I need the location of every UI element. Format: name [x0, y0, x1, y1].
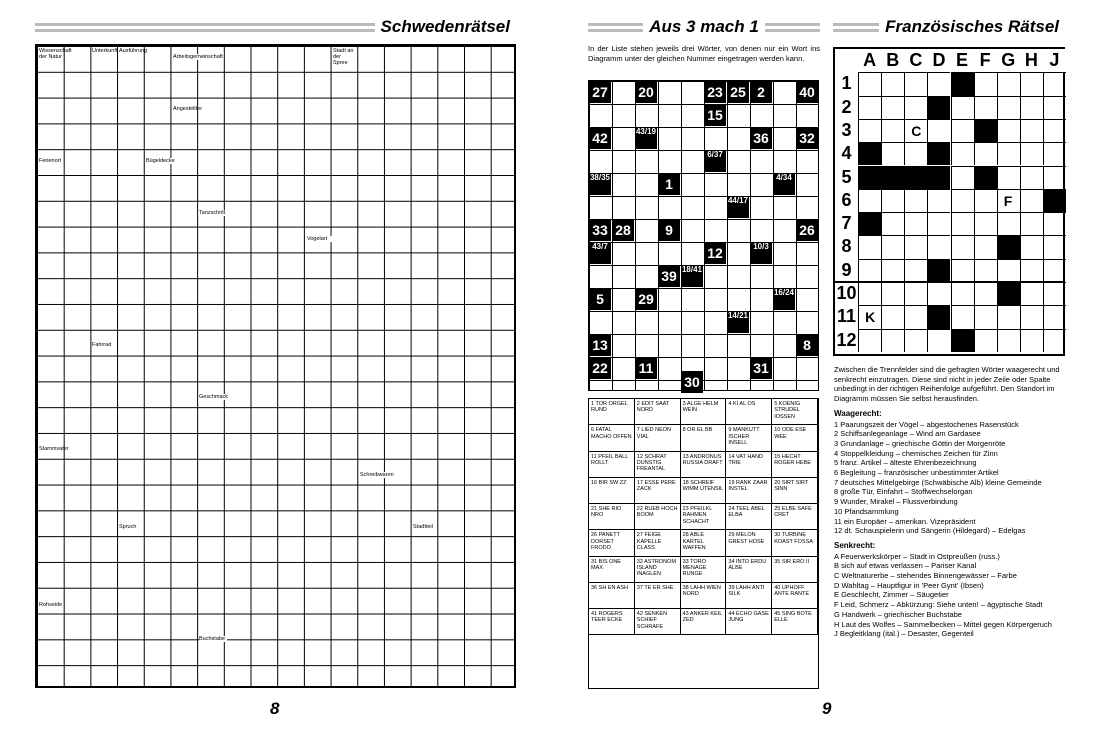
grid-cell [881, 329, 904, 352]
grid-cell [951, 282, 974, 305]
word-list-cell: 11 PFEIL BALL ROLLT [589, 452, 635, 478]
grid-cell [974, 189, 997, 212]
clue-cell: Rohseide [39, 602, 63, 608]
row-header: 8 [841, 236, 852, 257]
right-page-number: 9 [822, 699, 832, 718]
grid-number-cell: 26 [796, 219, 818, 241]
column-header: B [881, 49, 904, 72]
grid-number-cell: 42 [589, 127, 611, 149]
across-clue: 9 Wunder, Mirakel – Flussverbindung [834, 497, 958, 507]
grid-cell [858, 189, 881, 212]
grid-cell [997, 329, 1020, 352]
word-list-cell: 43 ANKER KEIL ZED [681, 609, 727, 635]
grid-number-cell: 12 [704, 242, 726, 264]
grid-cell [881, 235, 904, 258]
middle-title-bar [588, 16, 820, 38]
grid-number-cell: 9 [658, 219, 680, 241]
french-clues [834, 365, 1066, 639]
grid-cell [974, 259, 997, 282]
grid-number-cell: 18/41 [681, 265, 703, 287]
grid-cell [997, 305, 1020, 328]
grid-cell [997, 72, 1020, 95]
grid-cell [904, 235, 927, 258]
grid-cell [1043, 259, 1066, 282]
word-list-cell: 37 TE ER SHE [635, 583, 681, 609]
across-clue: 11 ein Europäer – amerikan. Vizepräsident [834, 516, 976, 526]
grid-cell [881, 142, 904, 165]
grid-cell [881, 72, 904, 95]
grid-number-cell: 2 [750, 81, 772, 103]
row-header: 9 [841, 259, 852, 280]
grid-cell [1043, 305, 1066, 328]
title-rule [833, 23, 879, 32]
clue-cell: Angestellter [173, 106, 203, 112]
clue-cell: Geschmack [199, 394, 229, 400]
black-divider-cell [1043, 189, 1066, 212]
grid-cell [1020, 142, 1043, 165]
grid-cell [1043, 142, 1066, 165]
grid-cell [927, 119, 950, 142]
clue-cell: Buchstabe [199, 636, 225, 642]
down-clue: E Geschlecht, Zimmer – Säugetier [834, 590, 949, 600]
french-puzzle-grid [833, 47, 1065, 356]
word-list-cell: 36 SH EN ASH [589, 583, 635, 609]
grid-cell [1043, 212, 1066, 235]
grid-number-cell: 39 [658, 265, 680, 287]
word-list-cell: 26 PANETT DORSET FRODO [589, 530, 635, 556]
row-header: 6 [841, 189, 852, 210]
grid-number-cell: 27 [589, 81, 611, 103]
across-clue: 2 Schiffsanlegeanlage – Wind am Gardasee [834, 429, 981, 439]
swedish-puzzle-grid [35, 44, 516, 688]
grid-cell [881, 259, 904, 282]
grid-cell [997, 166, 1020, 189]
word-list-cell: 35 SIR ERO II [772, 557, 818, 583]
grid-cell [904, 96, 927, 119]
grid-cell [858, 119, 881, 142]
word-list-cell: 42 SENKEN SCHIEF SCHRAFE [635, 609, 681, 635]
grid-number-cell: 38/35 [589, 173, 611, 195]
grid-number-cell: 1 [658, 173, 680, 195]
word-list-cell: 17 ESSE PERE ZACK [635, 478, 681, 504]
grid-number-cell: 43/7 [589, 242, 611, 264]
grid-number-cell: 30 [681, 371, 703, 393]
grid-cell [974, 142, 997, 165]
grid-number-cell: 23 [704, 81, 726, 103]
grid-number-cell: 6/37 [704, 150, 726, 172]
grid-number-cell: 44/17 [727, 196, 749, 218]
row-header: 11 [837, 306, 857, 327]
column-header: A [858, 49, 881, 72]
clue-cell: Wissenschaft der Natur [39, 48, 72, 60]
grid-cell [858, 259, 881, 282]
grid-cell [1043, 72, 1066, 95]
black-divider-cell [997, 282, 1020, 305]
clue-cell: Stammvater [39, 446, 69, 452]
black-divider-cell [951, 72, 974, 95]
across-clue: 8 große Tür, Einfahrt – Stoffwechselorgan [834, 487, 973, 497]
grid-cell [1020, 259, 1043, 282]
word-list-cell: 34 INTO ERDU ALBE [726, 557, 772, 583]
word-list-table [588, 398, 819, 689]
grid-cell [1043, 282, 1066, 305]
down-list [834, 552, 1066, 639]
word-list-cell: 45 SING BOTE ELLE [772, 609, 818, 635]
black-divider-cell [974, 119, 997, 142]
number-grid [588, 80, 819, 391]
given-letter: K [865, 309, 876, 326]
grid-cell [927, 189, 950, 212]
across-clue: 4 Stoppelkleidung – chemisches Zeichen für Zinn [834, 448, 998, 458]
word-list-cell: 3 ALGE HELM WEIN [681, 399, 727, 425]
grid-cell [997, 96, 1020, 119]
grid-corner-cell [835, 49, 858, 72]
word-list-cell: 10 ODE ESE WEE [772, 425, 818, 451]
clue-cell: Ausführung [119, 48, 148, 54]
black-divider-cell [951, 329, 974, 352]
french-intro: Zwischen die Trennfelder sind die gefragten Wörter waagerecht und senkrecht einzutragen. Diese sind nicht in jeder Zeile oder Spalte unbedingt in der richtigen Reihenfolge aufgeführt. Den Standort im Diagramm müssen Sie selbst herausfinden. [834, 365, 1060, 404]
word-list-cell: 13 ANDRONUS RUSSIA DRAFT [681, 452, 727, 478]
grid-cell [1043, 119, 1066, 142]
word-list-cell: 24 TEEL ABEL ELBA [726, 504, 772, 530]
black-divider-cell [927, 259, 950, 282]
across-clue: 12 dt. Schauspielerin und Sängerin (Hildegard) – Edelgas [834, 526, 1026, 536]
word-list-cell: 23 PFEILKL RAHMEN SCHACHT [681, 504, 727, 530]
word-list-cell: 5 KOENIG STRUDEL IOSSEN [772, 399, 818, 425]
grid-cell [1020, 329, 1043, 352]
grid-cell [858, 96, 881, 119]
grid-cell [1020, 282, 1043, 305]
grid-number-cell: 15 [704, 104, 726, 126]
grid-cell [951, 305, 974, 328]
grid-cell [858, 329, 881, 352]
grid-cell [1020, 96, 1043, 119]
down-clue: J Begleitklang (ital.) – Desaster, Gegenteil [834, 629, 974, 639]
right-page-title: Französisches Rätsel [885, 17, 1059, 36]
grid-cell [951, 142, 974, 165]
word-list-cell: 32 ASTRONOM ISLAND INAGLEN [635, 557, 681, 583]
across-clue: 10 Pfandsammlung [834, 506, 899, 516]
grid-cell [1043, 329, 1066, 352]
clue-cell: Stadtteil [413, 524, 437, 530]
grid-separator [835, 281, 1063, 283]
grid-cell [904, 142, 927, 165]
word-list-cell: 16 BIR SW ZZ [589, 478, 635, 504]
grid-cell [858, 282, 881, 305]
grid-cell [881, 282, 904, 305]
row-header: 2 [841, 96, 852, 117]
row-header: 4 [841, 143, 852, 164]
grid-cell [927, 212, 950, 235]
across-heading: Waagerecht: [834, 408, 882, 418]
grid-number-cell: 8 [796, 334, 818, 356]
clue-cell: Arbeitsgemeinschaft [173, 54, 223, 60]
grid-cell [904, 305, 927, 328]
column-header: J [1043, 49, 1066, 72]
grid-number-cell: 13 [589, 334, 611, 356]
black-divider-cell [927, 305, 950, 328]
grid-cell [951, 212, 974, 235]
down-clue: G Handwerk – griechischer Buchstabe [834, 609, 962, 619]
row-header: 5 [841, 166, 852, 187]
grid-cell [951, 96, 974, 119]
grid-cell [904, 72, 927, 95]
grid-number-cell: 16/24 [773, 288, 795, 310]
grid-number-cell: 36 [750, 127, 772, 149]
black-divider-cell [974, 166, 997, 189]
grid-number-cell: 43/19 [635, 127, 657, 149]
word-list-cell: 31 BIS ONE MAX [589, 557, 635, 583]
grid-cell [997, 119, 1020, 142]
across-clue: 1 Paarungszeit der Vögel – abgestochenes Rasenstück [834, 419, 1019, 429]
grid-cell [881, 305, 904, 328]
grid-cell [1043, 235, 1066, 258]
black-divider-cell [858, 142, 881, 165]
given-letter: C [911, 122, 922, 139]
across-clue: 6 Begleitung – französischer unbestimmter Artikel [834, 468, 999, 478]
grid-cell [858, 72, 881, 95]
grid-number-cell: 11 [635, 357, 657, 379]
grid-cell [997, 212, 1020, 235]
word-list-cell: 22 RUEB HOCH BOOM [635, 504, 681, 530]
word-list-cell: 40 UPHOFF ANTE RANTE [772, 583, 818, 609]
black-divider-cell [858, 212, 881, 235]
clue-cell: Vogelart [307, 236, 335, 242]
column-header: F [974, 49, 997, 72]
grid-cell [951, 235, 974, 258]
grid-cell [974, 235, 997, 258]
title-rule [35, 23, 375, 32]
word-list-cell: 15 HECHT ROGER HEBE [772, 452, 818, 478]
clue-cell: Stadt an der Spree [333, 48, 357, 66]
grid-number-cell: 25 [727, 81, 749, 103]
across-clue: 7 deutsches Mittelgebirge (Schwäbische Alb) kleine Gemeinde [834, 477, 1042, 487]
row-header: 1 [841, 73, 852, 94]
across-list [834, 420, 1066, 536]
grid-number-cell: 20 [635, 81, 657, 103]
row-header: 7 [841, 213, 852, 234]
down-heading: Senkrecht: [834, 540, 876, 550]
row-header: 10 [836, 283, 857, 303]
grid-cell [1020, 212, 1043, 235]
grid-cell [1043, 166, 1066, 189]
grid-cell [904, 189, 927, 212]
middle-intro: In der Liste stehen jeweils drei Wörter, von denen nur ein Wort ins Diagramm unter der gleichen Nummer eingetragen werden kann. [588, 44, 820, 63]
grid-cell [927, 235, 950, 258]
grid-cell [1020, 166, 1043, 189]
grid-number-cell: 10/3 [750, 242, 772, 264]
grid-cell [927, 282, 950, 305]
right-title-bar [833, 16, 1065, 38]
left-page-title: Schwedenrätsel [380, 17, 510, 36]
left-title-bar [35, 16, 516, 38]
grid-cell [927, 329, 950, 352]
grid-cell [951, 119, 974, 142]
clue-cell: Bügeldecke [146, 158, 175, 164]
grid-cell [881, 96, 904, 119]
across-clue: 5 franz. Artikel – älteste Ehrenbezeichnung [834, 458, 977, 468]
clue-cell: Schreibwaren [360, 472, 394, 478]
down-clue: F Leid, Schmerz – Abkürzung: Siehe unten! – ägyptische Stadt [834, 600, 1043, 610]
grid-cell [1020, 189, 1043, 212]
word-list-cell: 28 ABLE KARTEL WAFFEN [681, 530, 727, 556]
grid-cell [904, 329, 927, 352]
word-list-cell: 6 FATAL MACHO OFFEN [589, 425, 635, 451]
grid-number-cell: 31 [750, 357, 772, 379]
word-list-cell: 27 FEIGE KAPELLE CLASS [635, 530, 681, 556]
word-list-cell: 8 OR EL BB [681, 425, 727, 451]
grid-cell [997, 259, 1020, 282]
word-list-cell: 7 LIED NEON VIAL [635, 425, 681, 451]
black-divider-cell [927, 142, 950, 165]
grid-cell [1043, 96, 1066, 119]
grid-number-cell: 14/21 [727, 311, 749, 333]
grid-cell [951, 189, 974, 212]
word-list-cell: 39 LAHH ANTI SILK [726, 583, 772, 609]
grid-cell [1020, 235, 1043, 258]
grid-cell [881, 119, 904, 142]
word-list-cell: 41 ROGERS TEER ECKE [589, 609, 635, 635]
grid-cell [997, 142, 1020, 165]
word-list-cell: 25 ELBE SAFE CRET [772, 504, 818, 530]
word-list-cell: 9 MANKUTT ISCHER INSELL [726, 425, 772, 451]
grid-cell [974, 72, 997, 95]
grid-cell [881, 189, 904, 212]
column-header: C [904, 49, 927, 72]
grid-cell [951, 259, 974, 282]
word-list-cell: 20 SIRT SIRT SINN [772, 478, 818, 504]
word-list-cell: 19 RANK ZAAR INSTEL [726, 478, 772, 504]
grid-cell [974, 212, 997, 235]
grid-cell [974, 329, 997, 352]
grid-cell [927, 72, 950, 95]
clue-cell: Unterkunft [92, 48, 118, 54]
grid-cell [951, 166, 974, 189]
grid-cell [1020, 119, 1043, 142]
down-clue: D Wahltag – Hauptfigur in 'Peer Gynt' (Ibsen) [834, 580, 984, 590]
grid-cell [904, 282, 927, 305]
grid-cell [1020, 305, 1043, 328]
black-divider-cell [904, 166, 927, 189]
down-clue: C Weltnaturerbe – stehendes Binnengewässer – Farbe [834, 571, 1017, 581]
down-clue: B sich auf etwas verlassen – Pariser Kanal [834, 561, 977, 571]
grid-cell [858, 235, 881, 258]
word-list-cell: 30 TURBINE KOAST FOSSA [772, 530, 818, 556]
grid-number-cell: 29 [635, 288, 657, 310]
clue-cell: Ferienort [39, 158, 62, 164]
word-list-cell: 29 MELON GREST HOSE [726, 530, 772, 556]
black-divider-cell [927, 166, 950, 189]
word-list-cell: 2 EDIT SAAT NORD [635, 399, 681, 425]
row-header: 3 [841, 119, 852, 140]
grid-number-cell: 33 [589, 219, 611, 241]
left-page-number: 8 [270, 699, 280, 718]
word-list-cell: 14 VAT HAND TRIE [726, 452, 772, 478]
grid-number-cell: 22 [589, 357, 611, 379]
word-list-cell: 12 SCHRAT DUNSTIG FREANTAL [635, 452, 681, 478]
word-list-cell: 38 LAHH WIEN NORD [681, 583, 727, 609]
column-header: G [997, 49, 1020, 72]
grid-number-cell: 32 [796, 127, 818, 149]
column-header: D [927, 49, 950, 72]
down-clue: H Laut des Wolfes – Sammelbecken – Mittel gegen Körpergeruch [834, 619, 1052, 629]
black-divider-cell [927, 96, 950, 119]
grid-cell [881, 212, 904, 235]
grid-cell [904, 259, 927, 282]
grid-cell [974, 96, 997, 119]
grid-number-cell: 5 [589, 288, 611, 310]
title-rule [765, 23, 820, 32]
across-clue: 3 Grundanlage – griechische Göttin der Morgenröte [834, 438, 1006, 448]
black-divider-cell [858, 166, 881, 189]
clue-cell: Tanzschritt [199, 210, 226, 216]
word-list-cell: 18 SCHREIF WIMM UTENSIL [681, 478, 727, 504]
grid-number-cell: 40 [796, 81, 818, 103]
given-letter: F [1003, 192, 1013, 209]
word-list-cell: 1 TOR ORGEL RUND [589, 399, 635, 425]
black-divider-cell [881, 166, 904, 189]
row-header: 12 [836, 329, 857, 350]
black-divider-cell [997, 235, 1020, 258]
grid-cell [974, 282, 997, 305]
word-list-cell: 4 KI AL OS [726, 399, 772, 425]
grid-number-cell: 4/34 [773, 173, 795, 195]
grid-cell [1020, 72, 1043, 95]
grid-cell [904, 212, 927, 235]
title-rule [588, 23, 643, 32]
grid-number-cell: 28 [612, 219, 634, 241]
word-list-cell: 21 SHE RIO NRO [589, 504, 635, 530]
grid-cell [974, 305, 997, 328]
word-list-cell: 44 ECHO GASE JUNG [726, 609, 772, 635]
column-header: H [1020, 49, 1043, 72]
clue-cell: Fahrrad [92, 342, 116, 348]
clue-cell: Spruch [119, 524, 143, 530]
column-header: E [951, 49, 974, 72]
word-list-cell: 33 TORO MENAGE RUNGE [681, 557, 727, 583]
down-clue: A Feuerwerkskörper – Stadt in Ostpreußen (russ.) [834, 551, 1000, 561]
middle-title: Aus 3 mach 1 [649, 17, 759, 36]
